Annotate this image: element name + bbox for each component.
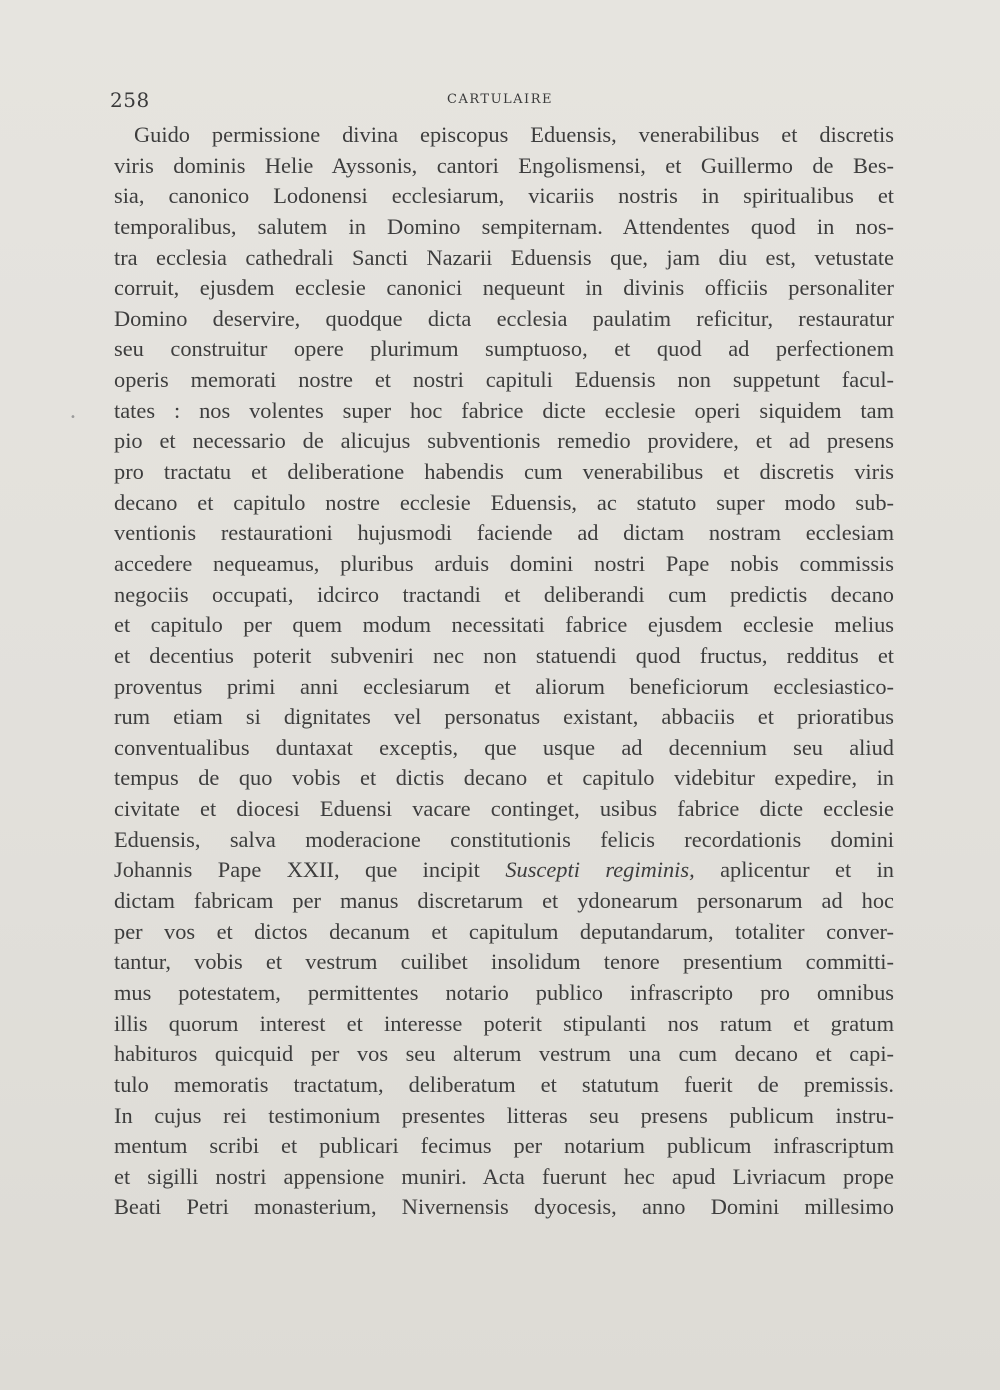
text-line: Domino deservire, quodque dicta ecclesia paulatim reficitur, restauratur (114, 305, 894, 331)
page-header-title: CARTULAIRE (447, 92, 553, 107)
text-line: civitate et diocesi Eduensi vacare continget, usibus fabrice dicte ecclesie (114, 796, 894, 822)
text-line: sia, canonico Lodonensi ecclesiarum, vicariis nostris in spiritualibus et (114, 183, 894, 209)
text-line: accedere nequeamus, pluribus arduis domini nostri Pape nobis commissis (114, 550, 894, 576)
text-line: conventualibus duntaxat exceptis, que usque ad decennium seu aliud (114, 734, 894, 760)
text-line: et decentius poterit subveniri nec non statuendi quod fructus, redditus et (114, 642, 894, 668)
text-line: pio et necessario de alicujus subventionis remedio providere, et ad presens (114, 428, 894, 454)
text-line: tates : nos volentes super hoc fabrice dicte ecclesie operi siquidem tam (114, 397, 894, 423)
text-line: temporalibus, salutem in Domino sempiternam. Attendentes quod in nos- (114, 213, 894, 239)
italic-title: Suscepti regiminis, (505, 857, 695, 883)
text-line: tempus de quo vobis et dictis decano et capitulo videbitur expedire, in (114, 765, 894, 791)
text-line: mentum scribi et publicari fecimus per notarium publicum infrascriptum (114, 1133, 894, 1159)
text-line: Beati Petri monasterium, Nivernensis dyocesis, anno Domini millesimo (114, 1194, 894, 1220)
text-line-with-italic (114, 855, 894, 886)
text-line: rum etiam si dignitates vel personatus existant, abbaciis et prioratibus (114, 704, 894, 730)
margin-dot: • (70, 412, 76, 423)
running-head (110, 88, 890, 116)
body-text (114, 120, 894, 1223)
text-line: seu construitur opere plurimum sumptuoso, et quod ad perfectionem (114, 336, 894, 362)
text-line: proventus primi anni ecclesiarum et aliorum beneficiorum ecclesiastico- (114, 673, 894, 699)
text-line: tulo memoratis tractatum, deliberatum et statutum fuerit de premissis. (114, 1071, 894, 1097)
text-line: Eduensis, salva moderacione constitutionis felicis recordationis domini (114, 826, 894, 852)
text-line: pro tractatu et deliberatione habendis cum venerabilibus et discretis viris (114, 459, 894, 485)
text-line: illis quorum interest et interesse poterit stipulanti nos ratum et gratum (114, 1010, 894, 1036)
text-line: dictam fabricam per manus discretarum et ydonearum personarum ad hoc (114, 888, 894, 914)
text-line: et sigilli nostri appensione muniri. Acta fuerunt hec apud Livriacum prope (114, 1163, 894, 1189)
text-line: viris dominis Helie Ayssonis, cantori Engolismensi, et Guillermo de Bes- (114, 152, 894, 178)
text-line: Guido permissione divina episcopus Eduensis, venerabilibus et discretis (134, 122, 894, 147)
text-line: negociis occupati, idcirco tractandi et deliberandi cum predictis decano (114, 581, 894, 607)
text-line: per vos et dictos decanum et capitulum deputandarum, totaliter conver- (114, 918, 894, 944)
page-number: 258 (110, 88, 150, 112)
text-line: corruit, ejusdem ecclesie canonici nequeunt in divinis officiis personaliter (114, 275, 894, 301)
text-line: ventionis restaurationi hujusmodi faciende ad dictam nostram ecclesiam (114, 520, 894, 546)
text-line: habituros quicquid per vos seu alterum vestrum una cum decano et capi- (114, 1041, 894, 1067)
text-line: mus potestatem, permittentes notario publico infrascripto pro omnibus (114, 979, 894, 1005)
text-line: decano et capitulo nostre ecclesie Eduensis, ac statuto super modo sub- (114, 489, 894, 515)
text-run: Johannis Pape XXII, que incipit (114, 857, 506, 883)
text-line: et capitulo per quem modum necessitati fabrice ejusdem ecclesie melius (114, 612, 894, 638)
text-line: In cujus rei testimonium presentes litteras seu presens publicum instru- (114, 1102, 894, 1128)
text-line: tantur, vobis et vestrum cuilibet insolidum tenore presentium committi- (114, 949, 894, 975)
text-line: operis memorati nostre et nostri capituli Eduensis non suppetunt facul- (114, 367, 894, 393)
text-run: aplicentur et in (694, 857, 894, 883)
text-line: tra ecclesia cathedrali Sancti Nazarii Eduensis que, jam diu est, vetustate (114, 244, 894, 270)
